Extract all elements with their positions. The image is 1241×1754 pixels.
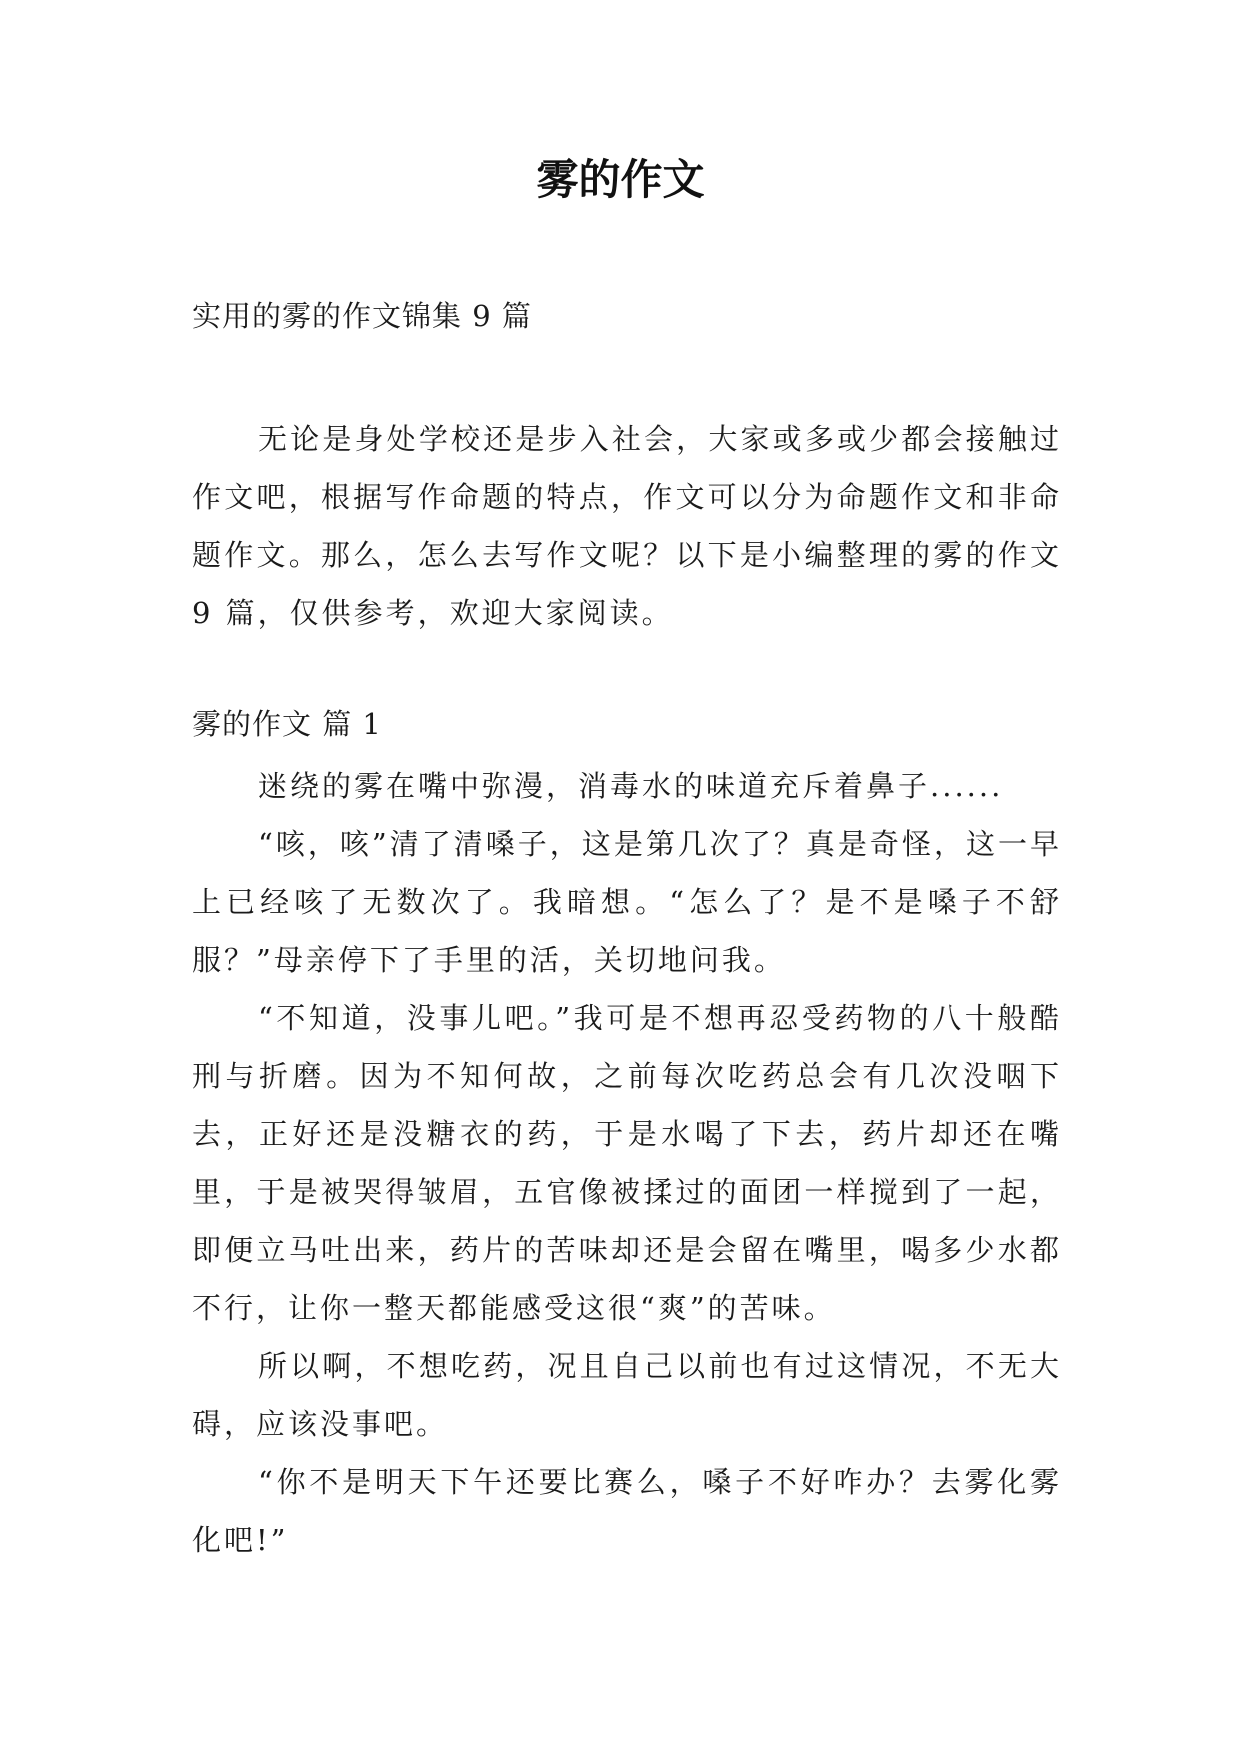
body-paragraph: “咳，咳”清了清嗓子，这是第几次了？真是奇怪，这一早上已经咳了无数次了。我暗想。“怎么了？是不是嗓子不舒服？”母亲停下了手里的活，关切地问我。 (192, 827, 1062, 977)
section-heading: 雾的作文 篇 1 (192, 707, 382, 741)
body-paragraph: “你不是明天下午还要比赛么，嗓子不好咋办？去雾化雾化吧!” (192, 1465, 1062, 1557)
intro-paragraph: 无论是身处学校还是步入社会，大家或多或少都会接触过作文吧，根据写作命题的特点，作文可以分为命题作文和非命题作文。那么，怎么去写作文呢？以下是小编整理的雾的作文 9 篇，仅供参考，欢迎大家阅读。 (192, 422, 1062, 630)
document-subtitle: 实用的雾的作文锦集 9 篇 (192, 299, 532, 333)
body-paragraph: 所以啊，不想吃药，况且自己以前也有过这情况，不无大碍，应该没事吧。 (192, 1349, 1062, 1441)
body-paragraph: “不知道，没事儿吧。”我可是不想再忍受药物的八十般酷刑与折磨。因为不知何故，之前每次吃药总会有几次没咽下去，正好还是没糖衣的药，于是水喝了下去，药片却还在嘴里，于是被哭得皱眉，五官像被揉过的面团一样搅到了一起，即便立马吐出来，药片的苦味却还是会留在嘴里，喝多少水都不行，让你一整天都能感受这很“爽”的苦味。 (192, 1001, 1062, 1325)
article-body (192, 757, 1062, 1569)
body-paragraph: 迷绕的雾在嘴中弥漫，消毒水的味道充斥着鼻子...... (258, 769, 1004, 803)
document-title: 雾的作文 (536, 155, 705, 204)
